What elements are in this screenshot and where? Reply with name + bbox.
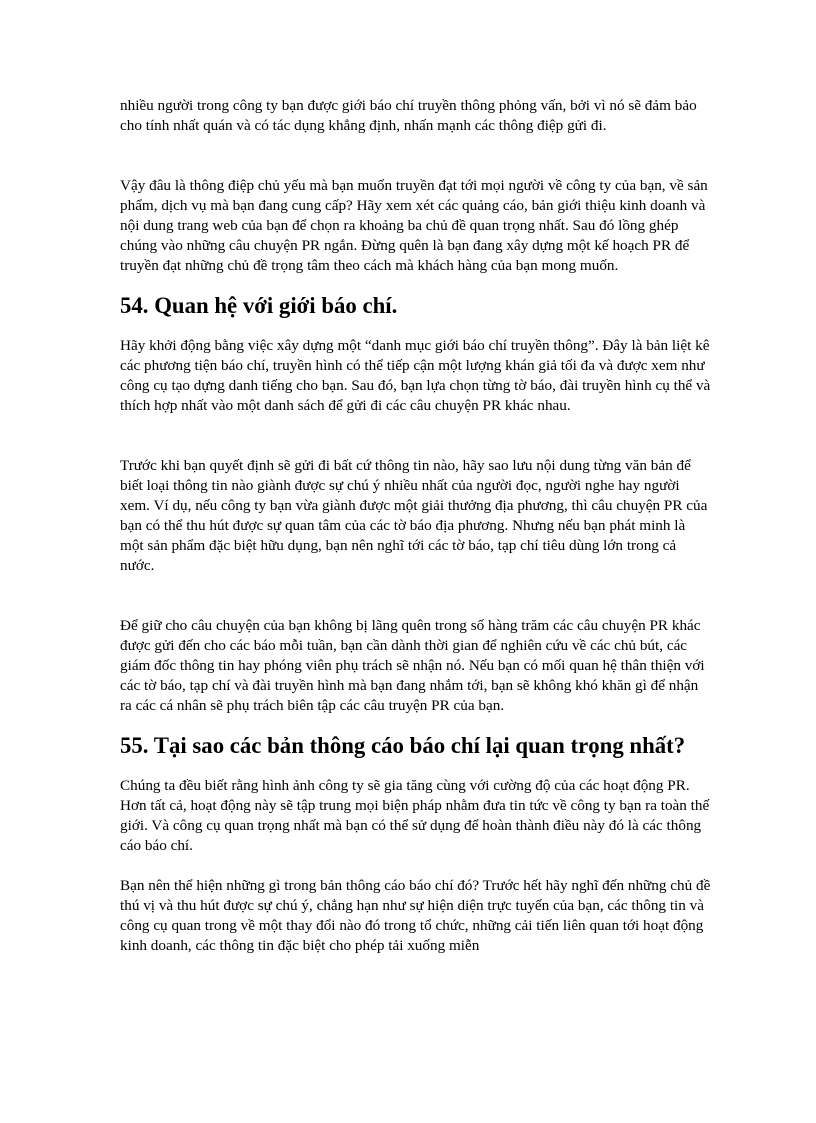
document-page (120, 96, 712, 956)
paragraph-press-release-content: Bạn nên thể hiện những gì trong bản thông cáo báo chí đó? Trước hết hãy nghĩ đến những chủ đề thú vị và thu hút được sự chú ý, chẳng hạn như sự hiện diện trực tuyến của bạn, các thông tin và công cụ quan trong về một thay đổi nào đó trong tổ chức, những cải tiến liên quan tới hoạt động kinh doanh, các thông tin đặc biệt cho phép tải xuống miễn (120, 877, 711, 954)
paragraph-key-messages: Vậy đâu là thông điệp chủ yếu mà bạn muốn truyền đạt tới mọi người về công ty của bạn, về sản phẩm, dịch vụ mà bạn đang cung cấp? Hãy xem xét các quảng cáo, bản giới thiệu kinh doanh và nội dung trang web của bạn để chọn ra khoảng ba chủ đề quan trọng nhất. Sau đó lồng ghép chúng vào những câu chuyện PR ngắn. Đừng quên là bạn đang xây dựng một kế hoạch PR để truyền đạt những chủ đề trọng tâm theo cách mà khách hàng của bạn mong muốn. (120, 177, 708, 274)
paragraph-company-image: Chúng ta đều biết rằng hình ảnh công ty sẽ gia tăng cùng với cường độ của các hoạt động PR. Hơn tất cả, hoạt động này sẽ tập trung mọi biện pháp nhằm đưa tin tức về công ty bạn ra toàn thế giới. Và công cụ quan trọng nhất mà bạn có thể sử dụng để hoàn thành điều này đó là các thông cáo báo chí. (120, 777, 710, 854)
paragraph-consistency: nhiều người trong công ty bạn được giới báo chí truyền thông phỏng vấn, bởi vì nó sẽ đảm bảo cho tính nhất quán và có tác dụng khẳng định, nhấn mạnh các thông điệp gửi đi. (120, 97, 697, 134)
heading-section-54: 54. Quan hệ với giới báo chí. (120, 293, 398, 318)
paragraph-keep-story: Để giữ cho câu chuyện của bạn không bị lãng quên trong số hàng trăm các câu chuyện PR khác được gửi đến cho các báo mỗi tuần, bạn cần dành thời gian để nghiên cứu về các chủ bút, các giám đốc thông tin hay phóng viên phụ trách sẽ nhận nó. Nếu bạn có mối quan hệ thân thiện với các tờ báo, tạp chí và đài truyền hình mà bạn đang nhắm tới, bạn sẽ không khó khăn gì để nhận ra các cá nhân sẽ phụ trách biên tập các câu truyện PR của bạn. (120, 617, 705, 714)
paragraph-media-list: Hãy khởi động bằng việc xây dựng một “danh mục giới báo chí truyền thông”. Đây là bản liệt kê các phương tiện báo chí, truyền hình có thể tiếp cận một lượng khán giả tối đa và được xem như công cụ tạo dựng danh tiếng cho bạn. Sau đó, bạn lựa chọn từng tờ báo, đài truyền hình cụ thể và thích hợp nhất vào một danh sách để gửi đi các câu chuyện PR khác nhau. (120, 337, 711, 414)
heading-section-55: 55. Tại sao các bản thông cáo báo chí lại quan trọng nhất? (120, 733, 686, 758)
paragraph-before-sending: Trước khi bạn quyết định sẽ gửi đi bất cứ thông tin nào, hãy sao lưu nội dung từng văn bản để biết loại thông tin nào giành được sự chú ý nhiều nhất của người đọc, người nghe hay người xem. Ví dụ, nếu công ty bạn vừa giành được một giải thưởng địa phương, thì câu chuyện PR của bạn có thể thu hút được sự quan tâm của các tờ báo địa phương. Nhưng nếu bạn phát minh là một sản phẩm đặc biệt hữu dụng, bạn nên nghĩ tới các tờ báo, tạp chí tiêu dùng lớn trong cả nước. (120, 457, 708, 574)
